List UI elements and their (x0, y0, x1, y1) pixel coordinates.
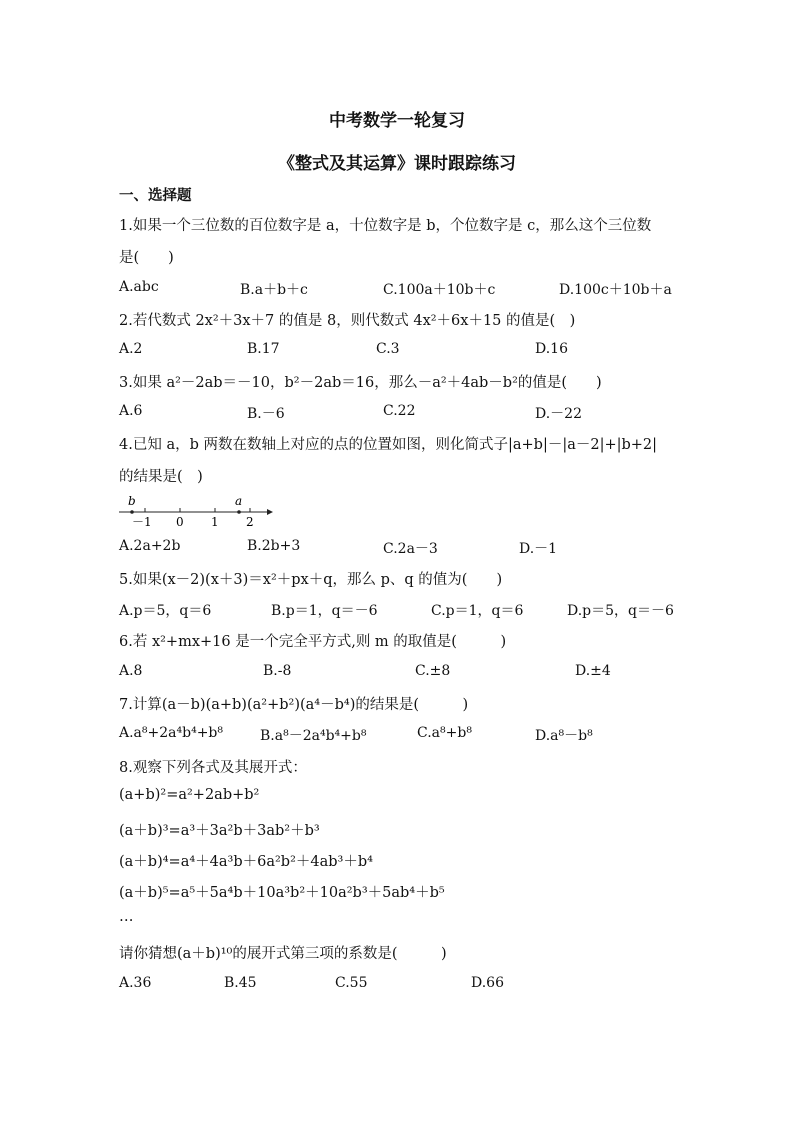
page-subtitle: 《整式及其运算》课时跟踪练习 (278, 154, 516, 174)
question-3-stem: 3.如果 a²－2ab＝－10，b²－2ab＝16，那么－a²＋4ab－b²的值是( ) (119, 375, 602, 391)
q3-option-d: D.－22 (535, 406, 582, 422)
q2-option-a: A.2 (119, 341, 143, 357)
question-1-stem: 1.如果一个三位数的百位数字是 a，十位数字是 b，个位数字是 c，那么这个三位数 (119, 218, 652, 234)
q2-option-d: D.16 (535, 341, 568, 357)
q7-option-c: C.a⁸+b⁸ (417, 725, 472, 741)
expansion-line: (a+b)²=a²+2ab+b² (119, 787, 260, 803)
question-4-stem-cont: 的结果是( ) (119, 469, 203, 485)
q3-option-c: C.22 (383, 403, 416, 419)
q4-option-d: D.－1 (519, 541, 558, 557)
expansion-line: (a＋b)⁴=a⁴＋4a³b＋6a²b²＋4ab³＋b⁴ (119, 854, 373, 870)
section-heading: 一、选择题 (119, 187, 192, 204)
q5-option-a: A.p＝5，q＝6 (119, 603, 212, 619)
q6-option-c: C.±8 (415, 663, 451, 679)
number-line-diagram (117, 490, 277, 532)
question-5-stem: 5.如果(x－2)(x＋3)＝x²＋px＋q，那么 p、q 的值为( ) (119, 572, 503, 588)
q5-option-b: B.p＝1，q＝－6 (271, 603, 378, 619)
tick-label-2: 2 (246, 515, 254, 529)
q8-option-c: C.55 (335, 975, 368, 991)
q4-option-b: B.2b+3 (247, 538, 301, 554)
q8-option-a: A.36 (119, 975, 152, 991)
point-a-label: a (235, 494, 243, 508)
q2-option-c: C.3 (376, 341, 400, 357)
question-8-stem: 8.观察下列各式及其展开式： (119, 760, 307, 776)
question-6-stem: 6.若 x²+mx+16 是一个完全平方式,则 m 的取值是( ) (119, 634, 507, 650)
q7-option-b: B.a⁸－2a⁴b⁴+b⁸ (260, 728, 367, 744)
q2-option-b: B.17 (247, 341, 280, 357)
q6-option-a: A.8 (119, 663, 143, 679)
ellipsis: … (119, 909, 134, 925)
q3-option-a: A.6 (119, 403, 143, 419)
expansion-line: (a＋b)³=a³＋3a²b＋3ab²＋b³ (119, 823, 320, 839)
tick-label-1: 1 (211, 515, 219, 529)
q4-option-c: C.2a－3 (383, 541, 438, 557)
point-b (130, 510, 134, 514)
question-4-stem: 4.已知 a，b 两数在数轴上对应的点的位置如图，则化简式子|a+b|－|a－2|+|b+2| (119, 437, 658, 453)
point-a (237, 510, 241, 514)
q8-option-b: B.45 (224, 975, 257, 991)
q3-option-b: B.－6 (247, 406, 285, 422)
q4-option-a: A.2a+2b (119, 538, 181, 554)
page-title: 中考数学一轮复习 (329, 111, 465, 131)
q1-option-a: A.abc (119, 279, 159, 295)
q5-option-d: D.p＝5，q＝－6 (567, 603, 674, 619)
point-b-label: b (128, 494, 136, 508)
question-1-stem-cont: 是( ) (119, 250, 174, 266)
q6-option-d: D.±4 (575, 663, 611, 679)
q1-option-c: C.100a＋10b＋c (383, 282, 496, 298)
q5-option-c: C.p＝1，q＝6 (431, 603, 524, 619)
q1-option-d: D.100c＋10b＋a (559, 282, 672, 298)
q7-option-a: A.a⁸+2a⁴b⁴+b⁸ (119, 725, 223, 741)
tick-label-0: 0 (176, 515, 184, 529)
q6-option-b: B.-8 (263, 663, 292, 679)
tick-label-minus-1: －1 (132, 515, 152, 529)
q8-option-d: D.66 (471, 975, 504, 991)
question-2-stem: 2.若代数式 2x²＋3x＋7 的值是 8，则代数式 4x²＋6x＋15 的值是( ) (119, 313, 576, 329)
q1-option-b: B.a＋b＋c (240, 282, 308, 298)
q7-option-d: D.a⁸－b⁸ (535, 728, 593, 744)
question-7-stem: 7.计算(a－b)(a+b)(a²+b²)(a⁴－b⁴)的结果是( ) (119, 697, 469, 713)
number-line-arrow (267, 509, 273, 515)
question-8-prompt: 请你猜想(a＋b)¹⁰的展开式第三项的系数是( ) (119, 946, 447, 962)
expansion-line: (a＋b)⁵=a⁵＋5a⁴b＋10a³b²＋10a²b³＋5ab⁴＋b⁵ (119, 885, 445, 901)
